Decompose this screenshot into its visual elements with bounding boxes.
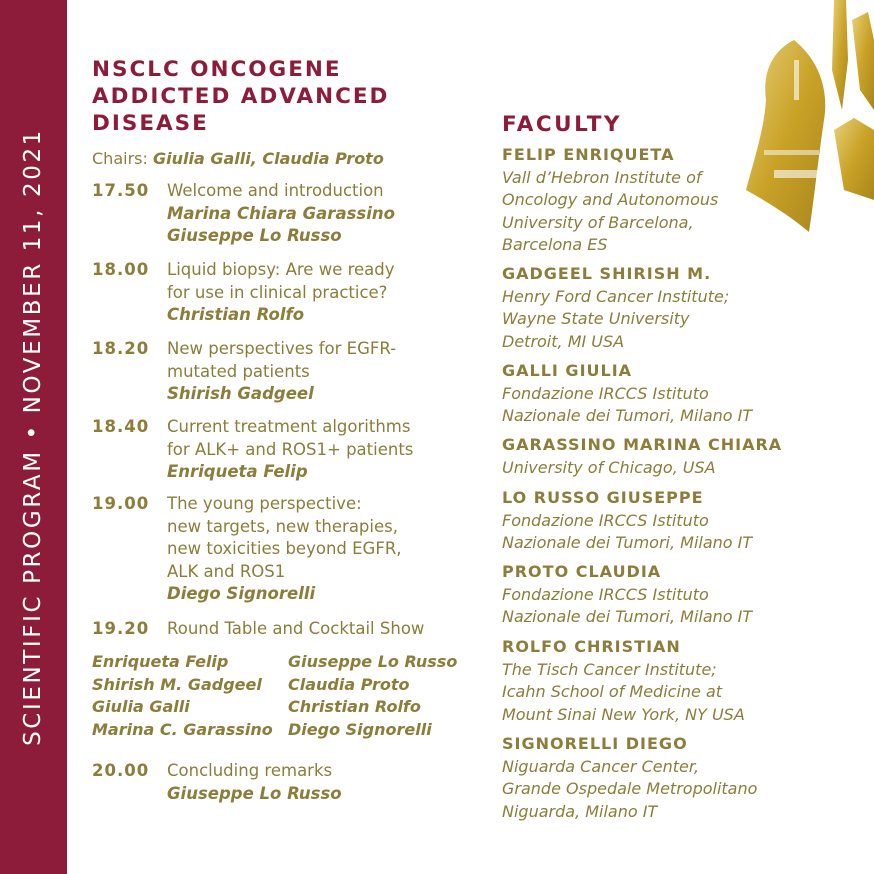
- participant-name: Diego Signorelli: [288, 719, 432, 739]
- faculty-name: GALLI GIULIA: [502, 361, 633, 380]
- session-title: Round Table and Cocktail Show: [167, 619, 425, 638]
- session-title: Liquid biopsy: Are we ready: [167, 260, 395, 279]
- faculty-name: ROLFO CHRISTIAN: [502, 637, 681, 656]
- session-time: 17.50: [92, 181, 150, 200]
- session-item: [92, 493, 482, 606]
- title-line: ADDICTED ADVANCED: [92, 84, 390, 109]
- faculty-name: GADGEEL SHIRISH M.: [502, 264, 712, 283]
- title-line: DISEASE: [92, 111, 209, 136]
- faculty-affiliation: Niguarda Cancer Center,: [502, 756, 700, 776]
- participant-name: Claudia Proto: [288, 674, 410, 694]
- session-speaker: Shirish Gadgeel: [167, 384, 314, 403]
- participant-name: Giuseppe Lo Russo: [288, 652, 458, 671]
- session-title: Current treatment algorithms: [167, 417, 411, 436]
- faculty-affiliation: Nazionale dei Tumori, Milano IT: [502, 406, 753, 425]
- session-title: for ALK+ and ROS1+ patients: [167, 439, 414, 459]
- faculty-affiliation: Fondazione IRCCS Istituto: [502, 383, 709, 403]
- session-title: New perspectives for EGFR-: [167, 339, 397, 358]
- session-item: [92, 259, 482, 327]
- faculty-member: [502, 487, 822, 555]
- faculty-affiliation: University of Barcelona,: [502, 212, 694, 232]
- faculty-name: SIGNORELLI DIEGO: [502, 734, 688, 753]
- faculty-name: LO RUSSO GIUSEPPE: [502, 488, 704, 507]
- session-time: 19.00: [92, 494, 150, 513]
- faculty-affiliation: The Tisch Cancer Institute;: [502, 659, 717, 679]
- faculty-affiliation: Grande Ospedale Metropolitano: [502, 779, 758, 798]
- session-time: 18.20: [92, 339, 150, 358]
- faculty-member: [502, 733, 822, 823]
- faculty-member: [502, 263, 822, 353]
- faculty-name: FELIP ENRIQUETA: [502, 145, 675, 164]
- faculty-member: [502, 636, 822, 726]
- title-line: NSCLC ONCOGENE: [92, 57, 342, 82]
- faculty-affiliation: Mount Sinai New York, NY USA: [502, 704, 745, 724]
- session-speaker: Marina Chiara Garassino: [167, 203, 395, 223]
- sidebar-band: [0, 0, 67, 874]
- faculty-affiliation: Fondazione IRCCS Istituto: [502, 584, 709, 604]
- session-time: 18.40: [92, 417, 150, 436]
- chairs-names: Giulia Galli, Claudia Proto: [152, 149, 384, 168]
- participant-name: Enriqueta Felip: [92, 652, 229, 671]
- session-speaker: Giuseppe Lo Russo: [167, 783, 342, 803]
- chairs-line: [92, 149, 384, 168]
- session-title: ALK and ROS1: [167, 561, 286, 581]
- participant-name: Shirish M. Gadgeel: [92, 674, 262, 694]
- session-title: new targets, new therapies,: [167, 516, 398, 536]
- participant-name: Christian Rolfo: [288, 697, 421, 716]
- participant-name: Marina C. Garassino: [92, 719, 273, 739]
- session-speaker: Giuseppe Lo Russo: [167, 226, 342, 245]
- session-item: [92, 338, 482, 406]
- faculty-name: GARASSINO MARINA CHIARA: [502, 435, 783, 454]
- faculty-member: [502, 561, 822, 629]
- session-speaker: Enriqueta Felip: [167, 462, 308, 481]
- participant-name: Giulia Galli: [92, 697, 190, 716]
- session-title: Welcome and introduction: [167, 181, 384, 200]
- faculty-affiliation: Wayne State University: [502, 309, 690, 328]
- faculty-affiliation: Henry Ford Cancer Institute;: [502, 286, 730, 306]
- program-title: [92, 56, 432, 137]
- session-speaker: Christian Rolfo: [167, 305, 305, 324]
- faculty-member: [502, 434, 822, 479]
- faculty-affiliation: Nazionale dei Tumori, Milano IT: [502, 607, 753, 626]
- round-table-column-right: [288, 651, 457, 741]
- session-item: [92, 416, 482, 484]
- faculty-affiliation: Nazionale dei Tumori, Milano IT: [502, 533, 753, 552]
- faculty-affiliation: Vall d’Hebron Institute of: [502, 167, 702, 187]
- session-title: The young perspective:: [167, 494, 362, 513]
- session-item: [92, 618, 482, 641]
- session-time: 20.00: [92, 761, 150, 780]
- session-speaker: Diego Signorelli: [167, 584, 316, 603]
- session-title: mutated patients: [167, 361, 310, 381]
- session-title: new toxicities beyond EGFR,: [167, 539, 402, 558]
- session-time: 18.00: [92, 260, 150, 279]
- faculty-affiliation: Niguarda, Milano IT: [502, 801, 658, 821]
- faculty-name: PROTO CLAUDIA: [502, 562, 662, 581]
- faculty-member: [502, 144, 822, 257]
- sidebar-label: SCIENTIFIC PROGRAM • NOVEMBER 11, 2021: [20, 128, 46, 746]
- faculty-affiliation: Detroit, MI USA: [502, 331, 625, 351]
- faculty-title: FACULTY: [502, 112, 622, 137]
- session-item: [92, 180, 482, 248]
- session-title: Concluding remarks: [167, 761, 333, 780]
- faculty-affiliation: Icahn School of Medicine at: [502, 682, 723, 701]
- session-time: 19.20: [92, 619, 150, 638]
- chairs-label: Chairs:: [92, 149, 148, 168]
- session-title: for use in clinical practice?: [167, 282, 388, 302]
- round-table-column-left: [92, 651, 273, 741]
- faculty-affiliation: University of Chicago, USA: [502, 457, 716, 477]
- session-item: [92, 760, 482, 805]
- faculty-affiliation: Barcelona ES: [502, 235, 608, 254]
- faculty-affiliation: Oncology and Autonomous: [502, 190, 719, 209]
- faculty-member: [502, 360, 822, 428]
- faculty-affiliation: Fondazione IRCCS Istituto: [502, 510, 709, 530]
